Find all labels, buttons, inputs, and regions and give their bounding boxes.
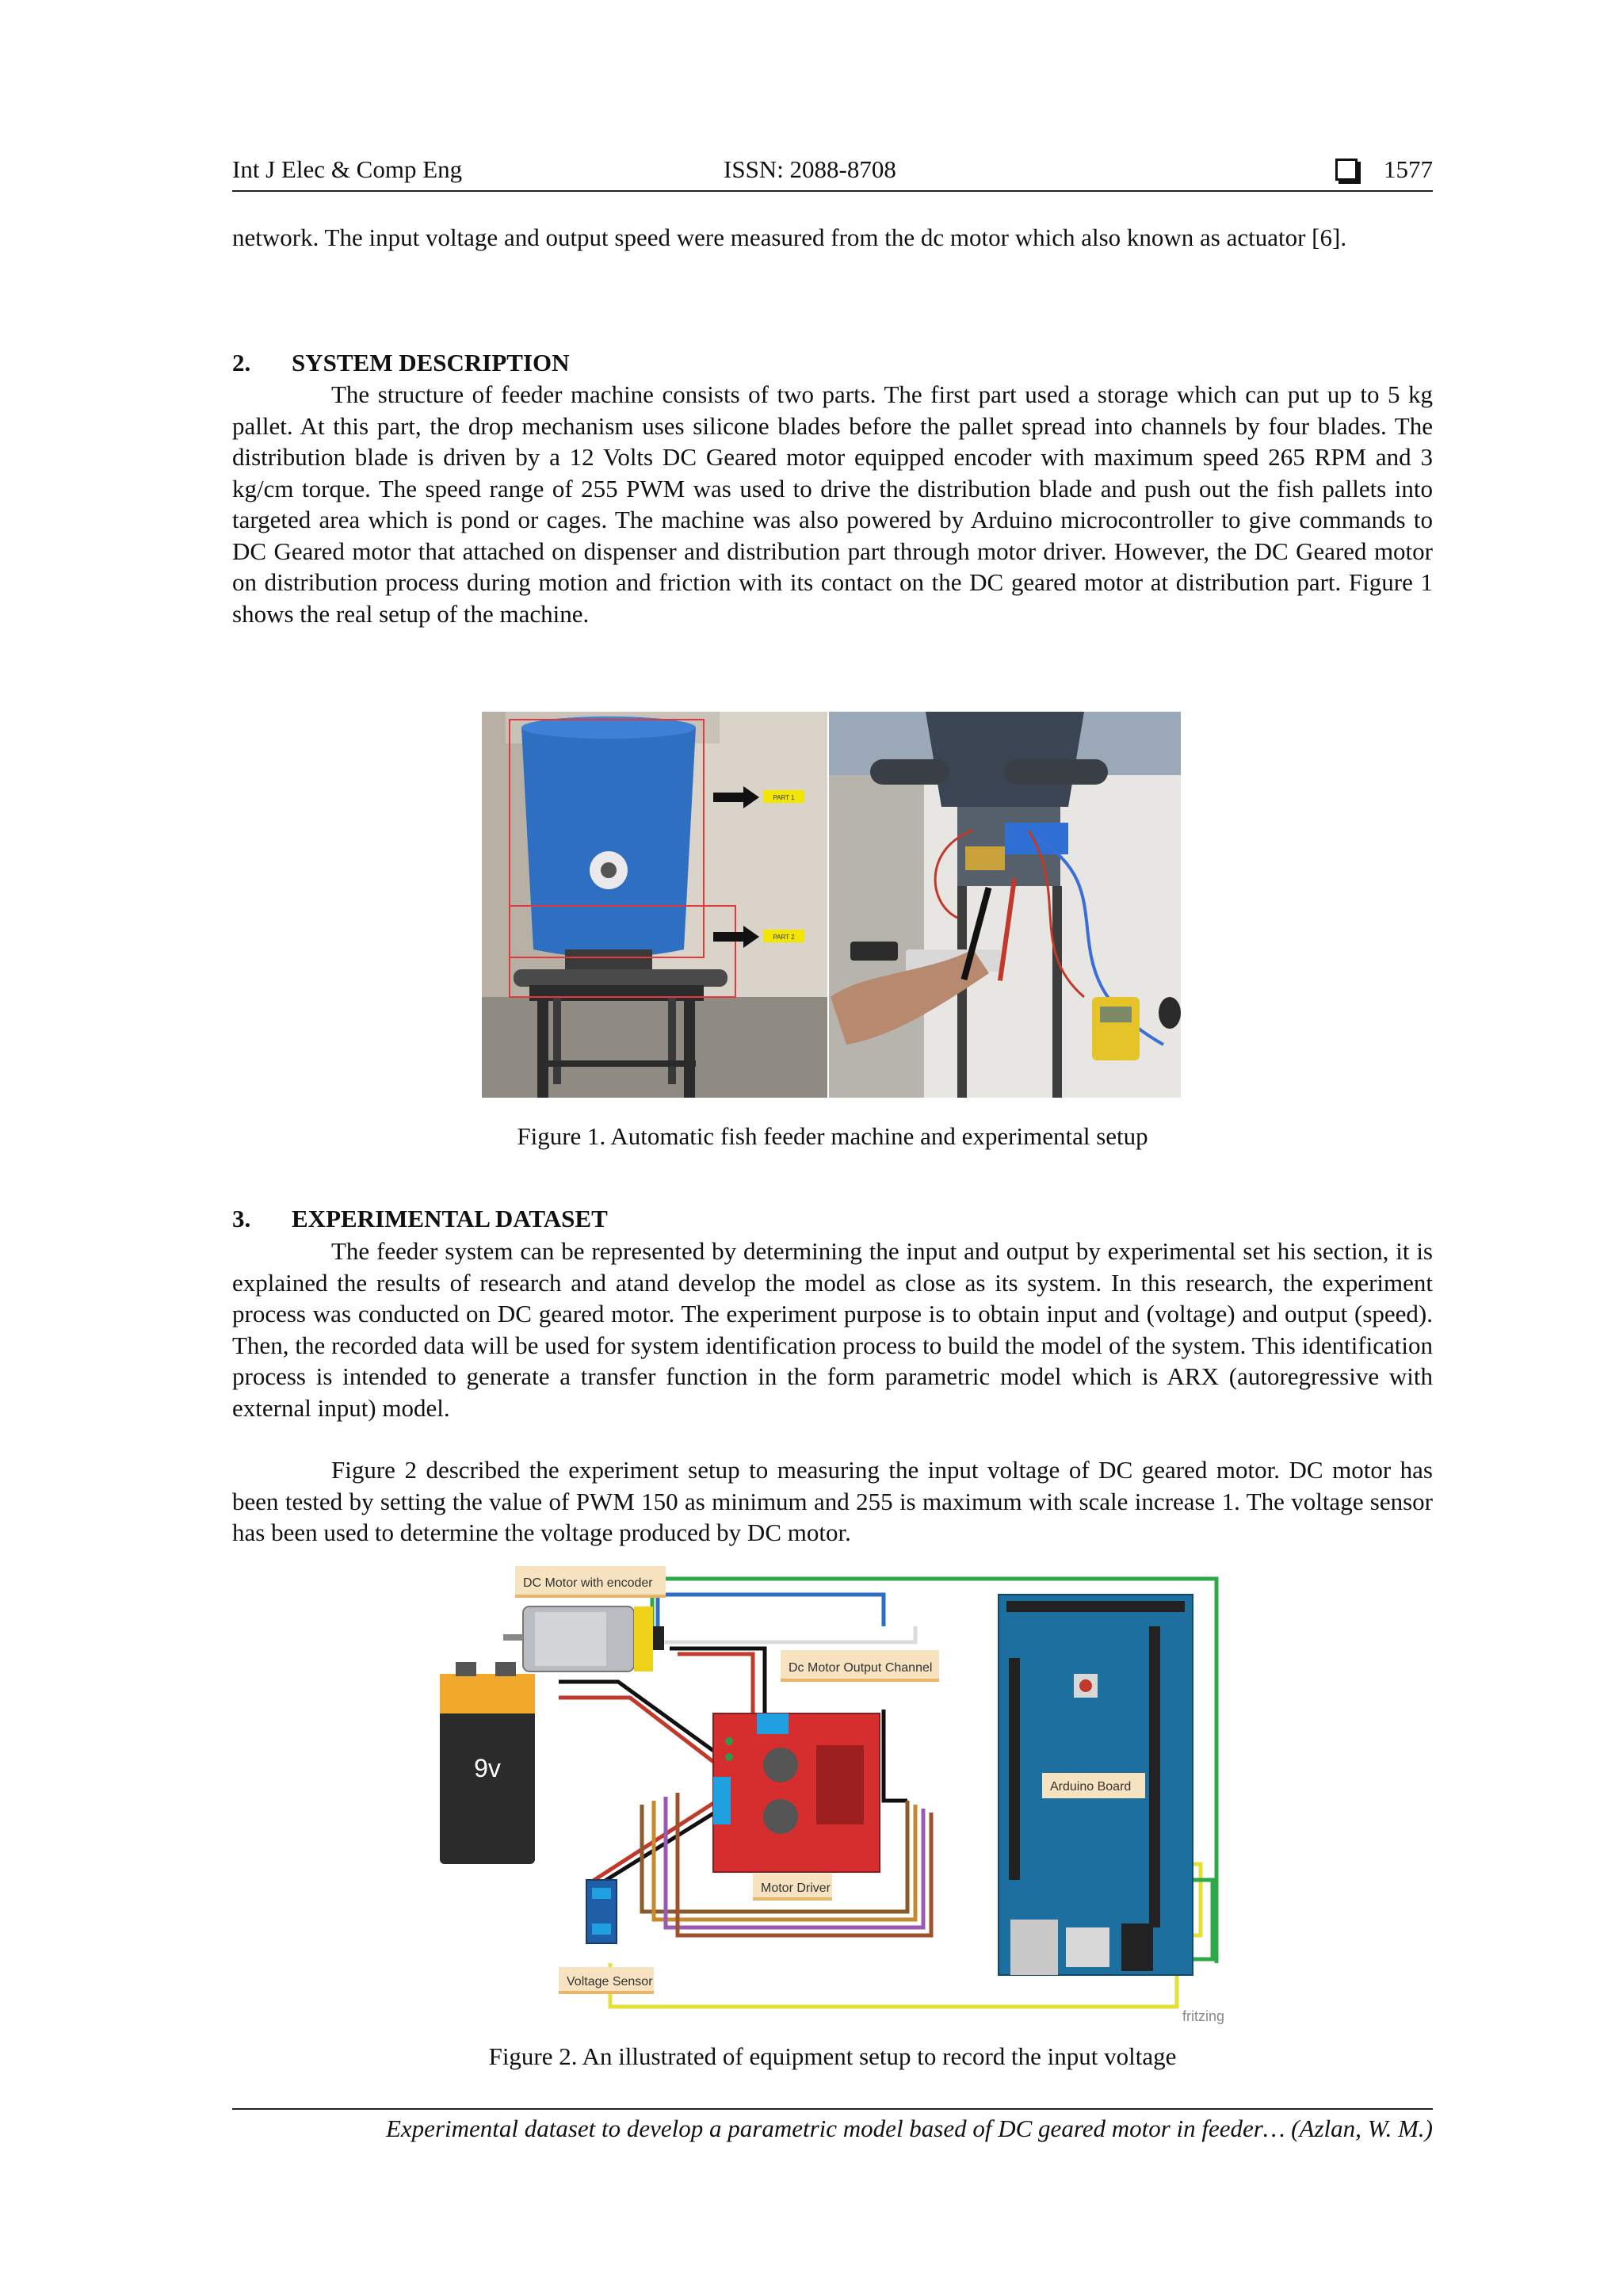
motor-driver-board xyxy=(713,1713,880,1872)
output-channel-label: Dc Motor Output Channel xyxy=(789,1661,933,1675)
figure-1-photos xyxy=(482,712,1181,1098)
battery-label: 9v xyxy=(474,1754,501,1782)
voltage-sensor-module xyxy=(586,1880,617,1943)
dc-motor xyxy=(503,1606,664,1671)
issn: ISSN: 2088-8708 xyxy=(724,155,896,183)
section-title: EXPERIMENTAL DATASET xyxy=(292,1205,608,1232)
running-footer xyxy=(232,2108,1433,2143)
figure-2-caption: Figure 2. An illustrated of equipment setup to record the input voltage xyxy=(488,2042,1177,2070)
motor-driver-label: Motor Driver xyxy=(761,1881,831,1895)
figure-1-caption: Figure 1. Automatic fish feeder machine and experimental setup xyxy=(517,1122,1148,1150)
square-bullet-icon xyxy=(1335,159,1358,181)
section-title: SYSTEM DESCRIPTION xyxy=(292,349,570,376)
experimental-setup-photo xyxy=(829,712,1181,1098)
fritzing-watermark: fritzing xyxy=(1182,2008,1224,2024)
section-2-paragraph: The structure of feeder machine consists of two parts. The first part used a storage which can put up to 5 kg pallet. At this part, the drop mechanism uses silicone blades before the pallet spread into channels by four blades. The distribution blade is driven by a 12 Volts DC Geared motor equipped encoder with maximum speed 265 RPM and 3 kg/cm torque. The speed range of 255 PWM was used to drive the distribution blade and push out the fish pallets into targeted area which is pond or cages. The machine was also powered by Arduino microcontroller to give commands to DC Geared motor that attached on dispenser and distribution part through motor driver. However, the DC Geared motor on distribution process during motion and friction with its contact on the DC geared motor at distribution part. Figure 1 shows the real setup of the machine. xyxy=(232,380,1433,628)
feeder-machine-photo xyxy=(482,712,827,1098)
part-1-label: PART 1 xyxy=(773,794,795,801)
section-3-paragraph-1: The feeder system can be represented by determining the input and output by experimental set his section, it is explained the results of research and atand develop the model as close as its system. In this research, the experiment process was conducted on DC geared motor. The experiment purpose is to obtain input and (voltage) and output (speed). Then, the recorded data will be used for system identification process to build the model of the system. This identification process is intended to generate a transfer function in the form parametric model which is ARX (autoregressive with external input) model. xyxy=(232,1237,1433,1422)
section-number: 3. xyxy=(232,1205,251,1232)
section-2-heading xyxy=(232,349,570,377)
journal-name: Int J Elec & Comp Eng xyxy=(232,155,463,183)
dc-motor-label: DC Motor with encoder xyxy=(523,1576,653,1590)
intro-paragraph-tail: network. The input voltage and output speed were measured from the dc motor which also known as actuator [6]. xyxy=(232,223,1347,251)
arduino-label: Arduino Board xyxy=(1050,1780,1132,1794)
part-2-label: PART 2 xyxy=(773,934,795,941)
section-3-heading xyxy=(232,1205,608,1233)
battery-9v xyxy=(440,1662,535,1864)
section-3-paragraph-2: Figure 2 described the experiment setup to measuring the input voltage of DC geared motor. DC motor has been tested by setting the value of PWM 150 as minimum and 255 is maximum with scale increase 1. The voltage sensor has been used to determine the voltage produced by DC motor. xyxy=(232,1456,1433,1546)
figure-2-wiring-diagram xyxy=(440,1563,1228,2027)
section-number: 2. xyxy=(232,349,251,376)
footer-text: Experimental dataset to develop a parametric model based of DC geared motor in feeder… (Azlan, W. M.) xyxy=(385,2115,1433,2142)
running-header xyxy=(232,155,1433,192)
voltage-sensor-label: Voltage Sensor xyxy=(567,1975,653,1988)
page-number: 1577 xyxy=(1384,155,1433,183)
